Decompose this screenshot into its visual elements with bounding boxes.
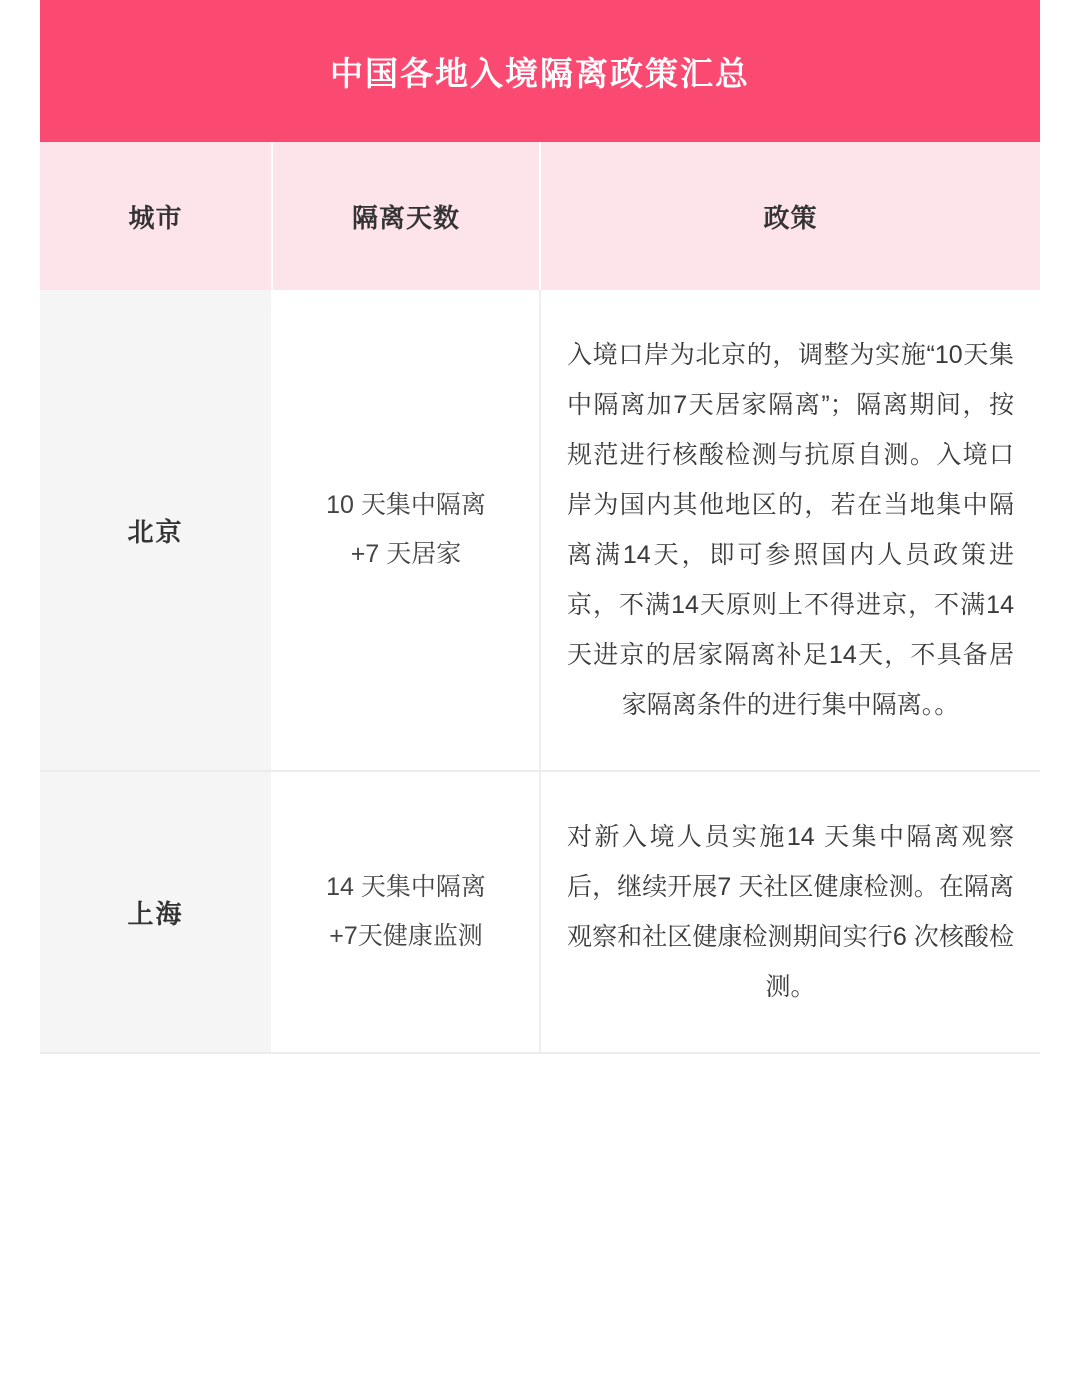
cell-policy: 对新入境人员实施14 天集中隔离观察后，继续开展7 天社区健康检测。在隔离观察和社区健康检测期间实行6 次核酸检测。 [540, 771, 1040, 1053]
table-header-row [40, 142, 1040, 290]
title-banner [40, 0, 1040, 142]
cell-days-line-1: 10 天集中隔离 [326, 491, 486, 520]
cell-days [272, 290, 540, 771]
table-body [40, 290, 1040, 1053]
table-row [40, 771, 1040, 1053]
column-header-policy: 政策 [540, 142, 1040, 290]
quarantine-policy-table [40, 142, 1040, 1054]
policy-table-container [40, 0, 1040, 1054]
cell-city: 北京 [40, 290, 272, 771]
cell-days-line-1: 14 天集中隔离 [326, 873, 486, 902]
table-row [40, 290, 1040, 771]
column-header-days: 隔离天数 [272, 142, 540, 290]
cell-city: 上海 [40, 771, 272, 1053]
page-title: 中国各地入境隔离政策汇总 [330, 54, 750, 92]
table-header [40, 142, 1040, 290]
cell-days [272, 771, 540, 1053]
cell-days-line-2: +7天健康监测 [329, 922, 483, 950]
cell-policy: 入境口岸为北京的，调整为实施“10天集中隔离加7天居家隔离”；隔离期间，按规范进行核酸检测与抗原自测。入境口岸为国内其他地区的，若在当地集中隔离满14天，即可参照国内人员政策进京，不满14天原则上不得进京，不满14天进京的居家隔离补足14天，不具备居家隔离条件的进行集中隔离。。 [540, 290, 1040, 771]
cell-days-line-2: +7 天居家 [350, 540, 462, 568]
column-header-city: 城市 [40, 142, 272, 290]
